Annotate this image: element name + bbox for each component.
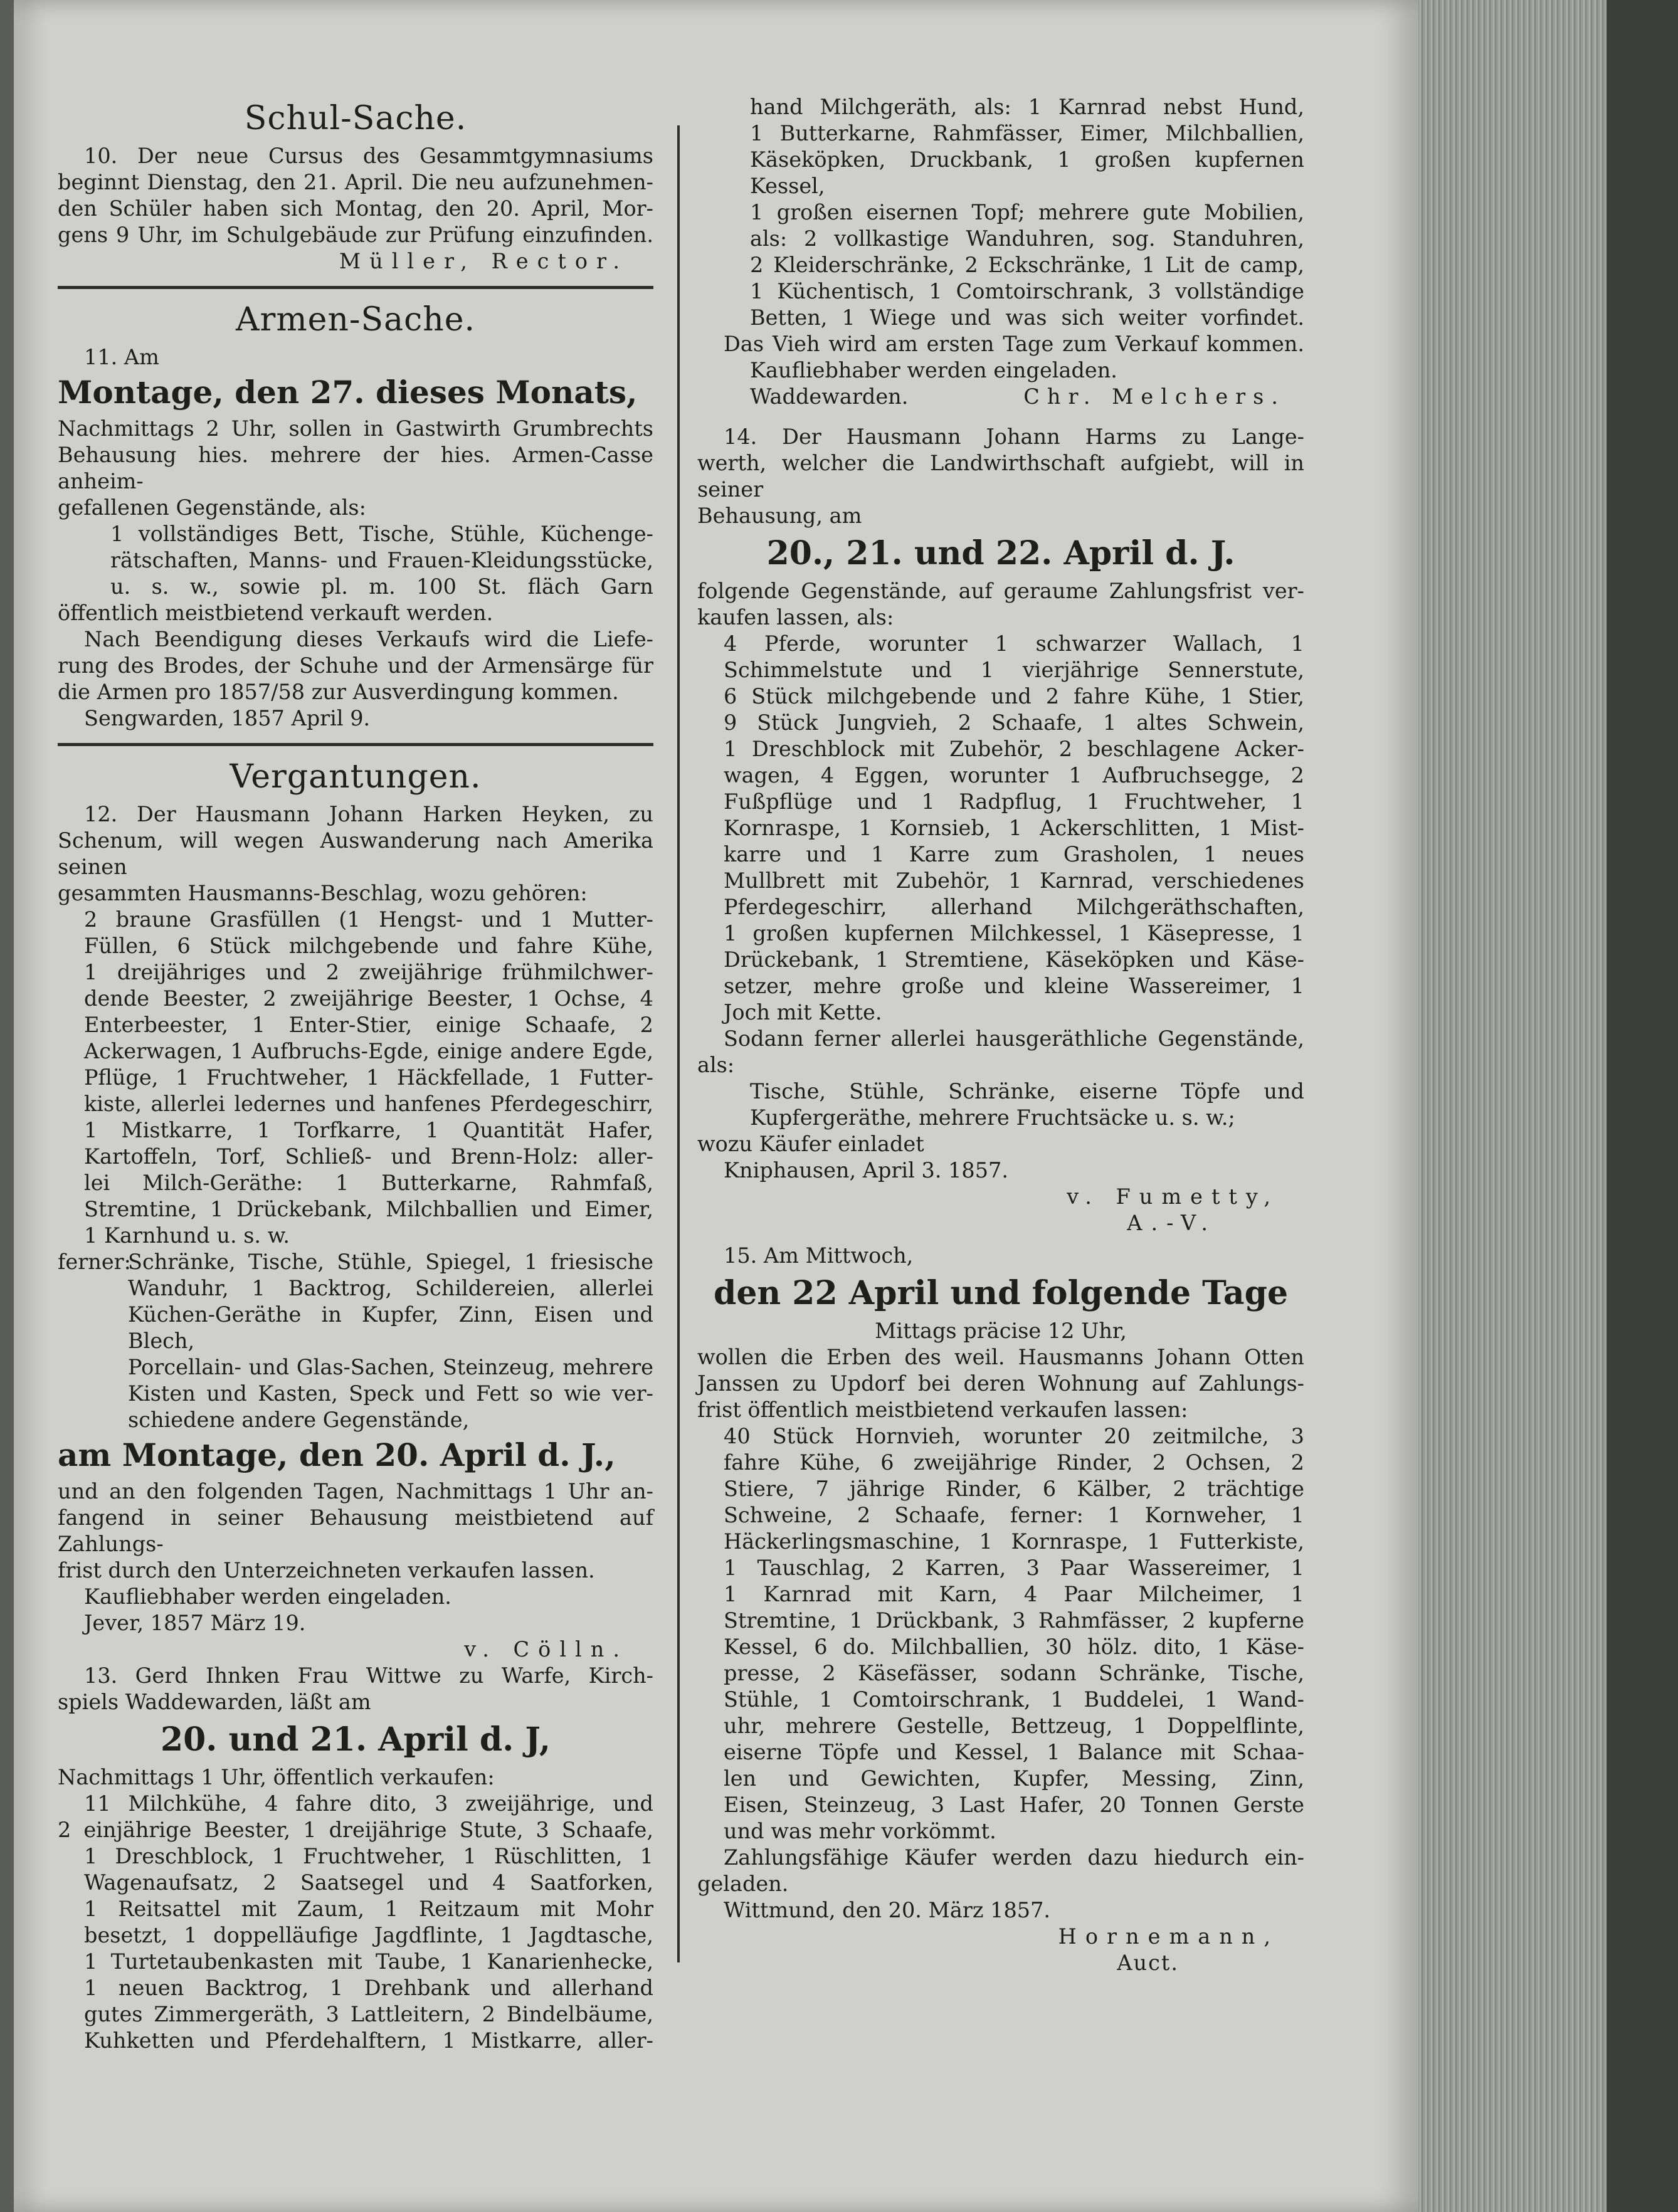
text-line: und an den folgenden Tagen, Nachmittags 1 Uhr an-	[58, 1479, 653, 1504]
item-line: Schimmelstute und 1 vierjährige Sennerstute,	[724, 658, 1304, 682]
item-line: fahre Kühe, 6 zweijährige Rinder, 2 Ochsen, 2	[724, 1450, 1304, 1475]
item-line: 1 Dreschblock mit Zubehör, 2 beschlagene Acker-	[724, 737, 1304, 761]
item-line: 1 Mistkarre, 1 Torfkarre, 1 Quantität Hafer,	[84, 1118, 653, 1142]
item-line: Ackerwagen, 1 Aufbruchs-Egde, einige andere Egde,	[84, 1039, 653, 1063]
item-line: Füllen, 6 Stück milchgebende und fahre Kühe,	[84, 934, 653, 958]
item-line: Kupfergeräthe, mehrere Fruchtsäcke u. s. w.;	[750, 1105, 1235, 1130]
text-line: werth, welcher die Landwirthschaft aufgiebt, will in seiner	[697, 451, 1304, 502]
item-line: 2 braune Grasfüllen (1 Hengst- und 1 Mutter-	[84, 907, 653, 932]
text-line: Janssen zu Updorf bei deren Wohnung auf Zahlungs-	[697, 1371, 1304, 1396]
text-line: geladen.	[697, 1872, 789, 1896]
item-line: Mullbrett mit Zubehör, 1 Karnrad, verschiedenes	[724, 868, 1304, 893]
left-margin-background	[0, 0, 14, 2212]
item-line: len und Gewichten, Kupfer, Messing, Zinn,	[724, 1766, 1304, 1791]
item-line: hand Milchgeräth, als: 1 Karnrad nebst Hund,	[750, 95, 1304, 119]
item-line: u. s. w., sowie pl. m. 100 St. fläch Garn	[110, 574, 653, 599]
text-line: die Armen pro 1857/58 zur Ausverdingung kommen.	[58, 680, 619, 704]
text-line: Sodann ferner allerlei hausgeräthliche Gegenstände,	[724, 1026, 1304, 1051]
item-line: Fußpflüge und 1 Radpflug, 1 Fruchtweher, 1	[724, 789, 1304, 814]
armen-heading: Armen-Sache.	[235, 301, 476, 339]
item-line: 1 Tauschlag, 2 Karren, 3 Paar Wassereimer, 1	[724, 1556, 1304, 1580]
item-line: Kartoffeln, Torf, Schließ- und Brenn-Holz: aller-	[84, 1144, 653, 1169]
item-line: Stremtine, 1 Drückbank, 3 Rahmfässer, 2 kupferne	[724, 1608, 1304, 1633]
item-line: rätschaften, Manns- und Frauen-Kleidungsstücke,	[110, 548, 653, 572]
item-line: 1 großen eisernen Topf; mehrere gute Mobilien,	[750, 200, 1304, 224]
signature-title: Auct.	[1117, 1951, 1179, 1975]
item-line: setzer, mehre große und kleine Wassereimer, 1	[724, 974, 1304, 998]
auction-time: Mittags präcise 12 Uhr,	[875, 1319, 1127, 1343]
item-line: 1 großen kupfernen Milchkessel, 1 Käsepresse, 1	[724, 921, 1304, 945]
text-line: fangend in seiner Behausung meistbietend auf Zahlungs-	[58, 1505, 653, 1556]
item-line: 1 Karnhund u. s. w.	[84, 1223, 290, 1248]
text-line: kaufen lassen, als:	[697, 605, 894, 629]
text-line: Kaufliebhaber werden eingeladen.	[750, 358, 1117, 382]
item-line: besetzt, 1 doppelläufige Jagdflinte, 1 Jagdtasche,	[84, 1923, 653, 1947]
text-line: 15. Am Mittwoch,	[724, 1243, 914, 1268]
item-line: presse, 2 Käsefässer, sodann Schränke, Tische,	[724, 1661, 1304, 1685]
item-line: Eisen, Steinzeug, 3 Last Hafer, 20 Tonnen Gerste	[724, 1793, 1304, 1817]
signature: v. Fumetty,	[1067, 1184, 1279, 1209]
text-line: Schenum, will wegen Auswanderung nach Amerika seinen	[58, 828, 653, 879]
item-line: uhr, mehrere Gestelle, Bettzeug, 1 Doppelflinte,	[724, 1714, 1304, 1738]
item-line: Wagenaufsatz, 2 Saatsegel und 4 Saatforken,	[84, 1870, 653, 1895]
signature: v. Cölln.	[464, 1637, 628, 1662]
text-line: 11. Am	[84, 345, 159, 369]
item-line: schiedene andere Gegenstände,	[128, 1408, 470, 1432]
text-line: Nachmittags 1 Uhr, öffentlich verkaufen:	[58, 1765, 495, 1789]
book-page-edges	[1418, 0, 1607, 2212]
item-line: 40 Stück Hornvieh, worunter 20 zeitmilche, 3	[724, 1424, 1304, 1448]
item-line: Schweine, 2 Schaafe, ferner: 1 Kornweher, 1	[724, 1503, 1304, 1527]
text-line: gens 9 Uhr, im Schulgebäude zur Prüfung einzufinden.	[58, 223, 653, 247]
ferner-label: ferner:	[58, 1250, 131, 1274]
item-line: 1 Reitsattel mit Zaum, 1 Reitzaum mit Mohr	[84, 1897, 653, 1921]
item-line: 1 Butterkarne, Rahmfässer, Eimer, Milchballien,	[750, 121, 1304, 145]
text-line: Jever, 1857 März 19.	[84, 1611, 306, 1635]
item-line: 9 Stück Jungvieh, 2 Schaafe, 1 altes Schwein,	[724, 710, 1304, 735]
text-line: Sengwarden, 1857 April 9.	[84, 706, 371, 730]
item-line: Küchen-Geräthe in Kupfer, Zinn, Eisen und Blech,	[128, 1302, 653, 1353]
text-line: Behausung, am	[697, 503, 862, 528]
item-line: 2 einjährige Beester, 1 dreijährige Stute, 3 Schaafe,	[58, 1818, 653, 1842]
text-line: beginnt Dienstag, den 21. April. Die neu aufzunehmen-	[58, 170, 653, 194]
item-line: Pferdegeschirr, allerhand Milchgeräthschaften,	[724, 895, 1304, 919]
text-line: folgende Gegenstände, auf geraume Zahlungsfrist ver-	[697, 579, 1304, 603]
item-line: Wanduhr, 1 Backtrog, Schildereien, allerlei	[128, 1276, 653, 1300]
item-line: 1 Turtetaubenkasten mit Taube, 1 Kanarienhecke,	[84, 1949, 653, 1974]
section-rule	[58, 743, 653, 746]
text-line: 14. Der Hausmann Johann Harms zu Lange-	[724, 424, 1304, 449]
signature: Müller, Rector.	[339, 249, 628, 273]
text-line: Zahlungsfähige Käufer werden dazu hiedurch ein-	[724, 1845, 1304, 1870]
text-line: wozu Käufer einladet	[697, 1132, 924, 1156]
auction-date-headline: am Montage, den 20. April d. J.,	[58, 1436, 616, 1473]
item-line: eiserne Töpfe und Kessel, 1 Balance mit Schaa-	[724, 1740, 1304, 1764]
item-line: Joch mit Kette.	[724, 1000, 882, 1024]
item-line: Kisten und Kasten, Speck und Fett so wie ver-	[128, 1381, 653, 1406]
item-line: Kessel, 6 do. Milchballien, 30 hölz. dito, 1 Käse-	[724, 1635, 1304, 1659]
item-line: 1 Dreschblock, 1 Fruchtweher, 1 Rüschlitten, 1	[84, 1844, 653, 1868]
text-line: gesammten Hausmanns-Beschlag, wozu gehören:	[58, 881, 588, 905]
section-rule	[58, 286, 653, 289]
item-line: Drückebank, 1 Stremtiene, Käseköpken und Käse-	[724, 947, 1304, 972]
text-line: 12. Der Hausmann Johann Harken Heyken, zu	[84, 802, 653, 826]
text-line: Wittmund, den 20. März 1857.	[724, 1898, 1051, 1922]
item-line: und was mehr vorkömmt.	[724, 1819, 996, 1843]
item-line: Stühle, 1 Comtoirschrank, 1 Buddelei, 1 Wand-	[724, 1687, 1304, 1712]
text-line: Das Vieh wird am ersten Tage zum Verkauf kommen.	[724, 332, 1304, 356]
item-line: 1 neuen Backtrog, 1 Drehbank und allerhand	[84, 1976, 653, 2000]
text-line: als:	[697, 1053, 735, 1077]
text-line: Behausung hies. mehrere der hies. Armen-Casse anheim-	[58, 443, 653, 493]
schul-heading: Schul-Sache.	[244, 100, 467, 137]
item-line: kiste, allerlei ledernes und hanfenes Pferdegeschirr,	[84, 1092, 653, 1116]
text-line: Kaufliebhaber werden eingeladen.	[84, 1584, 451, 1609]
auction-date-headline: 20., 21. und 22. April d. J.	[766, 534, 1235, 572]
right-column	[697, 94, 1304, 1976]
ferner-block	[58, 1249, 653, 1433]
item-line: Porcellain- und Glas-Sachen, Steinzeug, mehrere	[128, 1355, 653, 1379]
item-line: als: 2 vollkastige Wanduhren, sog. Standuhren,	[750, 226, 1304, 251]
auction-date-headline: 20. und 21. April d. J,	[160, 1720, 551, 1759]
item-line: 11 Milchkühe, 4 fahre dito, 3 zweijährige, und	[84, 1791, 653, 1816]
text-line: öffentlich meistbietend verkauft werden.	[58, 601, 493, 625]
item-line: wagen, 4 Eggen, worunter 1 Aufbruchsegge, 2	[724, 763, 1304, 787]
item-line: gutes Zimmergeräth, 3 Lattleitern, 2 Bindelbäume,	[84, 2002, 653, 2026]
item-line: Betten, 1 Wiege und was sich weiter vorfindet.	[750, 305, 1304, 330]
auction-date-headline: den 22 April und folgende Tage	[713, 1274, 1289, 1312]
vergantungen-heading: Vergantungen.	[230, 758, 482, 796]
text-line: Kniphausen, April 3. 1857.	[724, 1158, 1009, 1182]
item-line: karre und 1 Karre zum Grasholen, 1 neues	[724, 842, 1304, 866]
item-line: 1 vollständiges Bett, Tische, Stühle, Küchenge-	[110, 522, 653, 546]
text-line: gefallenen Gegenstände, als:	[58, 495, 366, 520]
book-shadow	[1607, 0, 1678, 2212]
item-line: dende Beester, 2 zweijährige Beester, 1 Ochse, 4	[84, 986, 653, 1011]
text-line: rung des Brodes, der Schuhe und der Armensärge für	[58, 653, 653, 678]
text-line: Nach Beendigung dieses Verkaufs wird die Liefe-	[84, 627, 653, 651]
item-line: Pflüge, 1 Fruchtweher, 1 Häckfellade, 1 Futter-	[84, 1065, 653, 1090]
auction-date-headline: Montage, den 27. dieses Monats,	[58, 374, 638, 411]
text-line: 13. Gerd Ihnken Frau Wittwe zu Warfe, Kirch-	[84, 1663, 653, 1688]
item-line: Stremtine, 1 Drückebank, Milchballien und Eimer,	[84, 1197, 653, 1221]
ferner-list	[128, 1249, 653, 1433]
item-line: Käseköpken, Druckbank, 1 großen kupfernen Kessel,	[750, 147, 1304, 198]
item-line: Enterbeester, 1 Enter-Stier, einige Schaafe, 2	[84, 1013, 653, 1037]
signature-row	[697, 384, 1304, 410]
text-line: 10. Der neue Cursus des Gesammtgymnasiums	[84, 144, 653, 168]
signature: Hornemann,	[1058, 1924, 1279, 1949]
item-line: Schränke, Tische, Stühle, Spiegel, 1 friesische	[128, 1250, 653, 1274]
item-line: 1 Küchentisch, 1 Comtoirschrank, 3 vollständige	[750, 279, 1304, 303]
item-line: Kuhketten und Pferdehalftern, 1 Mistkarre, aller-	[84, 2028, 653, 2053]
text-line: frist öffentlich meistbietend verkaufen lassen:	[697, 1398, 1188, 1422]
signature: Chr. Melchers.	[1023, 384, 1285, 409]
place-name: Waddewarden.	[750, 384, 909, 409]
column-divider	[677, 125, 680, 1962]
item-line: 6 Stück milchgebende und 2 fahre Kühe, 1 Stier,	[724, 684, 1304, 708]
text-line: spiels Waddewarden, läßt am	[58, 1690, 371, 1714]
text-line: wollen die Erben des weil. Hausmanns Johann Otten	[697, 1345, 1304, 1369]
text-line: Nachmittags 2 Uhr, sollen in Gastwirth Grumbrechts	[58, 416, 653, 441]
item-line: Kornraspe, 1 Kornsieb, 1 Ackerschlitten, 1 Mist-	[724, 816, 1304, 840]
signature-initials: A.-V.	[1127, 1211, 1216, 1235]
text-line: den Schüler haben sich Montag, den 20. April, Mor-	[58, 196, 653, 221]
item-line: Tische, Stühle, Schränke, eiserne Töpfe und	[750, 1079, 1304, 1103]
item-line: Stiere, 7 jährige Rinder, 6 Kälber, 2 trächtige	[724, 1477, 1304, 1501]
item-line: 4 Pferde, worunter 1 schwarzer Wallach, 1	[724, 631, 1304, 656]
item-line: 2 Kleiderschränke, 2 Eckschränke, 1 Lit de camp,	[750, 253, 1304, 277]
item-line: 1 Karnrad mit Karn, 4 Paar Milcheimer, 1	[724, 1582, 1304, 1606]
text-line: frist durch den Unterzeichneten verkaufen lassen.	[58, 1558, 595, 1583]
item-line: 1 dreijähriges und 2 zweijährige frühmilchwer-	[84, 960, 653, 984]
item-line: lei Milch-Geräthe: 1 Butterkarne, Rahmfaß,	[84, 1171, 653, 1195]
item-line: Häckerlingsmaschine, 1 Kornraspe, 1 Futterkiste,	[724, 1529, 1304, 1554]
left-column	[58, 94, 653, 2054]
